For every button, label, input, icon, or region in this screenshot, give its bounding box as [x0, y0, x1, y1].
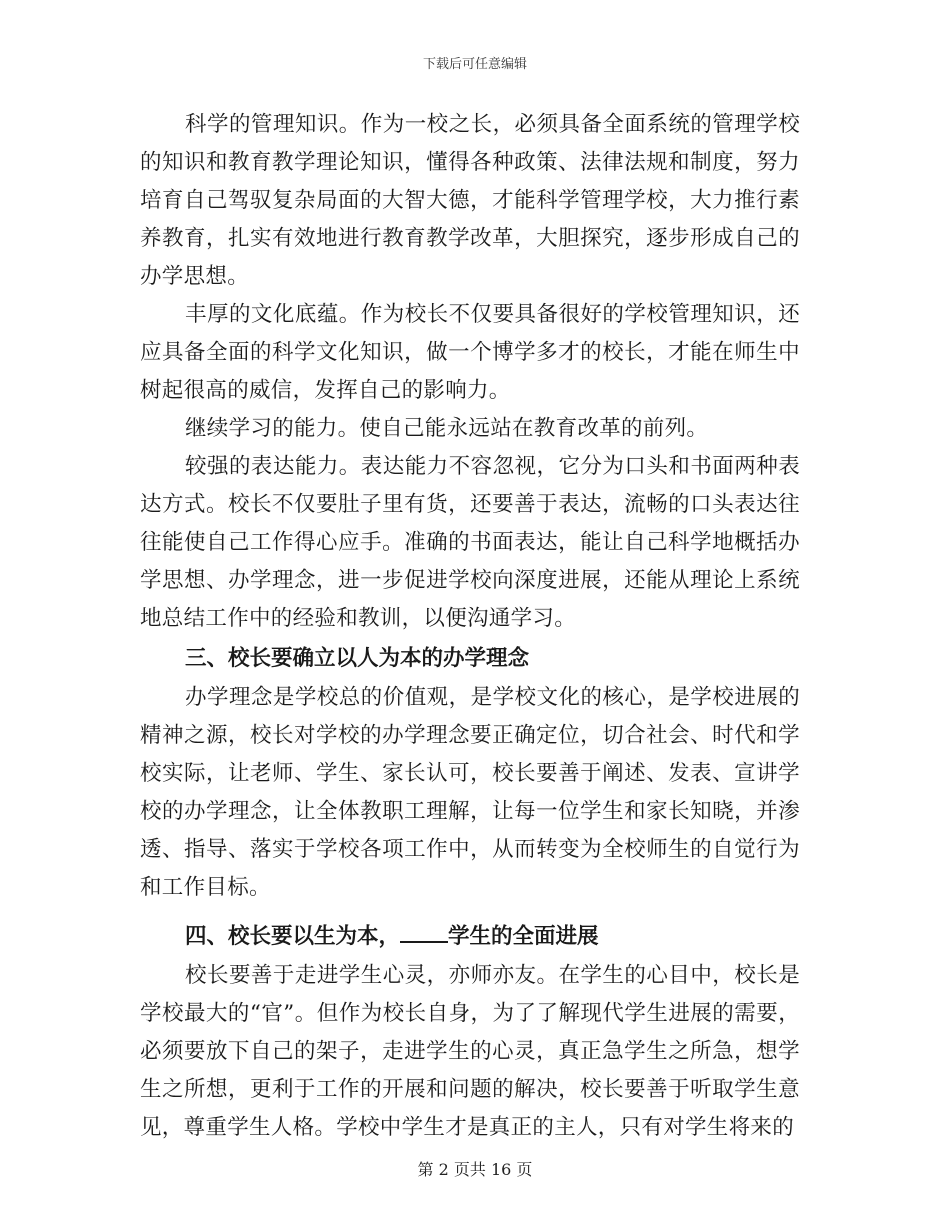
page-header-note: 下载后可任意编辑	[422, 57, 527, 72]
fill-in-blank	[400, 917, 448, 943]
section-heading-4-prefix: 四、校长要以生为本，	[185, 924, 401, 949]
section-heading-4	[140, 917, 800, 956]
page-number-footer: 第 2 页共 16 页	[417, 1160, 533, 1179]
paragraph-continuous-learning: 继续学习的能力。使自己能永远站在教育改革的前列。	[185, 416, 709, 441]
paragraph-student-centered: 校长要善于走进学生心灵，亦师亦友。在学生的心目中，校长是学校最大的“官”。但作为校长自身，为了了解现代学生进展的需要，必须要放下自己的架子，走进学生的心灵，真正急学生之所急，想学生之所想，更利于工作的开展和问题的解决，校长要善于听取学生意见，尊重学生人格。学校中学生才是真正的主人，只有对学生将来的	[140, 963, 800, 1140]
paragraph-expression-ability: 较强的表达能力。表达能力不容忽视，它分为口头和书面两种表达方式。校长不仅要肚子里有货，还要善于表达，流畅的口头表达往往能使自己工作得心应手。准确的书面表达，能让自己科学地概括办学思想、办学理念，进一步促进学校向深度进展，还能从理论上系统地总结工作中的经验和教训，以便沟通学习。	[140, 454, 800, 631]
paragraph-cultural-foundation: 丰厚的文化底蕴。作为校长不仅要具备很好的学校管理知识，还应具备全面的科学文化知识，做一个博学多才的校长，才能在师生中树起很高的威信，发挥自己的影响力。	[140, 302, 800, 403]
section-heading-4-suffix: 学生的全面进展	[448, 924, 599, 949]
document-body	[140, 106, 800, 1147]
section-heading-3: 三、校长要确立以人为本的办学理念	[185, 646, 530, 671]
paragraph-management-knowledge: 科学的管理知识。作为一校之长，必须具备全面系统的管理学校的知识和教育教学理论知识，懂得各种政策、法律法规和制度，努力培育自己驾驭复杂局面的大智大德，才能科学管理学校，大力推行素养教育，扎实有效地进行教育教学改革，大胆探究，逐步形成自己的办学思想。	[140, 112, 800, 289]
paragraph-school-philosophy: 办学理念是学校总的价值观，是学校文化的核心，是学校进展的精神之源，校长对学校的办学理念要正确定位，切合社会、时代和学校实际，让老师、学生、家长认可，校长要善于阐述、发表、宣讲学校的办学理念，让全体教职工理解，让每一位学生和家长知晓，并渗透、指导、落实于学校各项工作中，从而转变为全校师生的自觉行为和工作目标。	[140, 685, 800, 900]
